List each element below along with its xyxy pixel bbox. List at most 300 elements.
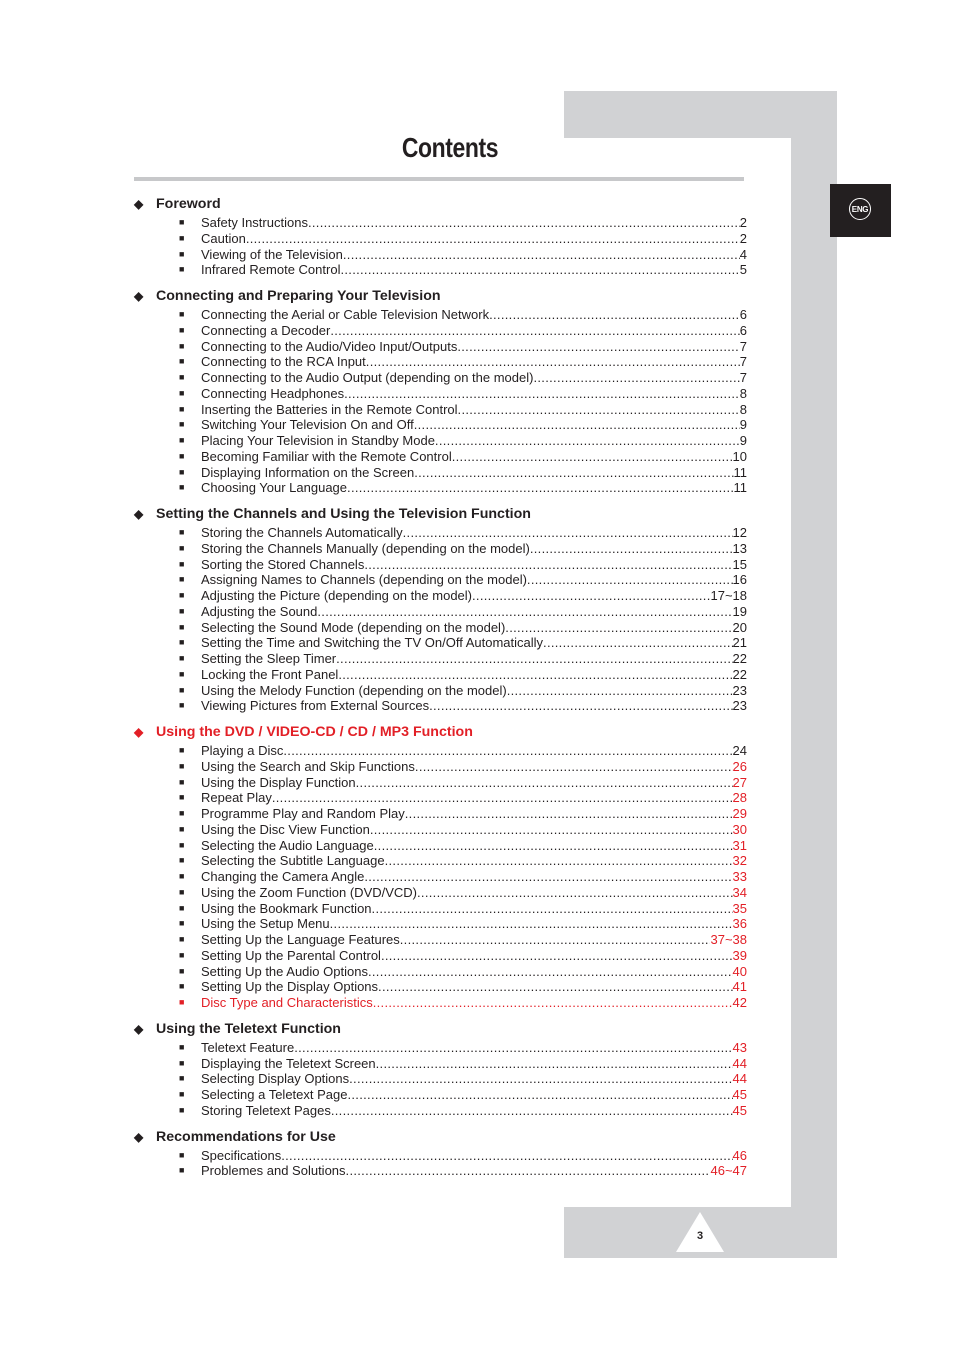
- toc-entry-label: Infrared Remote Control: [201, 262, 341, 278]
- dot-leader: [356, 775, 733, 791]
- square-bullet-icon: ■: [179, 419, 185, 430]
- toc-entry-page: 5: [739, 262, 747, 278]
- dot-leader: [378, 979, 732, 995]
- toc-entry-label: Repeat Play: [201, 790, 272, 806]
- toc-entry-label: Playing a Disc: [201, 743, 284, 758]
- toc-entry-row: [201, 262, 747, 278]
- toc-entry-label: Storing the Channels Automatically: [201, 525, 403, 540]
- diamond-bullet-icon: ◆: [134, 1021, 144, 1036]
- toc-entry[interactable]: [134, 948, 747, 964]
- square-bullet-icon: ■: [179, 450, 185, 461]
- toc-entry-row: [201, 1163, 747, 1179]
- toc-entry-page: 46: [732, 1147, 747, 1163]
- toc-entry-label: Choosing Your Language: [201, 480, 348, 496]
- toc-entry[interactable]: [134, 215, 747, 231]
- toc-entry-page: 24: [732, 743, 747, 758]
- toc-item-list: [134, 307, 747, 496]
- toc-entry-page: 16: [732, 572, 747, 588]
- dot-leader: [283, 743, 732, 759]
- toc-entry-page: 34: [732, 884, 747, 900]
- toc-entry[interactable]: [134, 838, 747, 854]
- toc-entry-row: [201, 449, 747, 465]
- toc-entry[interactable]: [134, 1163, 747, 1179]
- toc-entry[interactable]: [134, 417, 747, 433]
- toc-entry-label: Adjusting the Picture (depending on the model): [201, 588, 473, 603]
- dot-leader: [338, 667, 732, 683]
- toc-entry-row: [201, 620, 747, 636]
- dot-leader: [429, 698, 732, 714]
- square-bullet-icon: ■: [179, 403, 185, 414]
- toc-item-list: [134, 743, 747, 1011]
- toc-entry-page: 28: [732, 790, 747, 806]
- dot-leader: [344, 386, 740, 402]
- toc-entry-label: Selecting a Teletext Page: [201, 1087, 348, 1102]
- toc-entry-row: [201, 541, 747, 557]
- toc-entry-label: Assigning Names to Channels (depending on the model): [201, 572, 527, 588]
- toc-entry-row: [201, 838, 747, 854]
- toc-entry-label: Setting Up the Parental Control: [201, 947, 381, 963]
- toc-entry-row: [201, 995, 747, 1011]
- toc-entry-row: [201, 743, 747, 759]
- square-bullet-icon: ■: [179, 902, 185, 913]
- section-heading[interactable]: [134, 1127, 747, 1148]
- toc-entry-label: Viewing Pictures from External Sources: [201, 698, 430, 714]
- dot-leader: [373, 995, 733, 1011]
- dot-leader: [414, 465, 733, 481]
- toc-entry-page: 37~38: [710, 932, 747, 947]
- page-title: Contents: [401, 132, 499, 163]
- toc-entry-label: Connecting to the RCA Input: [201, 354, 366, 370]
- toc-entry-page: 21: [732, 635, 747, 651]
- toc-entry-row: [201, 1087, 747, 1103]
- toc-entry-label: Connecting to the Audio/Video Input/Outputs: [201, 338, 458, 354]
- language-tab: [830, 184, 891, 237]
- toc-entry-label: Connecting Headphones: [201, 385, 345, 401]
- square-bullet-icon: ■: [179, 217, 185, 227]
- toc-entry-label: Setting Up the Language Features: [201, 932, 400, 947]
- toc-entry[interactable]: [134, 1103, 747, 1119]
- toc-entry[interactable]: [134, 869, 747, 885]
- toc-entry-page: 11: [733, 480, 747, 496]
- dot-leader: [376, 1056, 733, 1072]
- section-heading[interactable]: [134, 1019, 747, 1040]
- toc-entry-row: [201, 588, 747, 604]
- toc-entry[interactable]: [134, 620, 747, 636]
- toc-entry-label: Setting the Sleep Timer: [201, 651, 337, 666]
- square-bullet-icon: ■: [179, 760, 185, 771]
- toc-section: [134, 286, 747, 496]
- square-bullet-icon: ■: [179, 542, 185, 553]
- square-bullet-icon: ■: [179, 621, 185, 632]
- square-bullet-icon: ■: [179, 684, 185, 695]
- dot-leader: [381, 948, 733, 964]
- square-bullet-icon: ■: [179, 558, 185, 569]
- toc-entry-page: 44: [732, 1055, 747, 1071]
- toc-entry-page: 32: [732, 853, 747, 869]
- dot-leader: [530, 541, 733, 557]
- toc-entry[interactable]: [134, 247, 747, 263]
- square-bullet-icon: ■: [179, 1149, 185, 1160]
- toc-entry-label: Locking the Front Panel: [201, 666, 339, 682]
- toc-entry-row: [201, 604, 747, 620]
- dot-leader: [400, 932, 711, 948]
- toc-entry[interactable]: [134, 822, 747, 838]
- toc-entry-row: [201, 465, 747, 481]
- toc-entry-label: Connecting a Decoder: [201, 322, 331, 338]
- square-bullet-icon: ■: [179, 934, 185, 944]
- dot-leader: [317, 604, 732, 620]
- toc-entry-page: 40: [732, 963, 747, 979]
- square-bullet-icon: ■: [179, 886, 185, 897]
- square-bullet-icon: ■: [179, 1057, 185, 1068]
- toc-entry-page: 29: [732, 806, 747, 821]
- toc-entry-label: Using the Disc View Function: [201, 821, 370, 837]
- toc-item-list: [134, 1148, 747, 1180]
- toc-entry-row: [201, 1071, 747, 1087]
- toc-section: [134, 722, 747, 1011]
- square-bullet-icon: ■: [179, 248, 185, 259]
- toc-entry[interactable]: [134, 995, 747, 1011]
- dot-leader: [347, 1087, 732, 1103]
- dot-leader: [331, 1103, 733, 1119]
- square-bullet-icon: ■: [179, 527, 185, 537]
- toc-entry[interactable]: [134, 901, 747, 917]
- toc-entry[interactable]: [134, 525, 747, 541]
- square-bullet-icon: ■: [179, 372, 185, 382]
- toc-entry-row: [201, 402, 747, 418]
- dot-leader: [507, 683, 733, 699]
- dot-leader: [330, 916, 733, 932]
- section-heading[interactable]: [134, 722, 747, 743]
- toc-entry[interactable]: [134, 323, 747, 339]
- toc-entry-label: Inserting the Batteries in the Remote Control: [201, 401, 458, 417]
- section-heading-label: Setting the Channels and Using the Television Function: [156, 506, 531, 522]
- toc-entry-page: 8: [739, 385, 747, 401]
- toc-entry[interactable]: [134, 853, 747, 869]
- toc-entry-label: Selecting the Audio Language: [201, 837, 374, 853]
- square-bullet-icon: ■: [179, 808, 185, 818]
- toc-entry-row: [201, 822, 747, 838]
- dot-leader: [330, 323, 739, 339]
- toc-entry-page: 41: [732, 979, 747, 995]
- diamond-bullet-icon: ◆: [134, 725, 144, 739]
- square-bullet-icon: ■: [179, 776, 185, 787]
- toc-entry[interactable]: [134, 339, 747, 355]
- toc-entry[interactable]: [134, 759, 747, 775]
- toc-entry[interactable]: [134, 588, 747, 604]
- toc-entry-row: [201, 231, 747, 247]
- toc-entry[interactable]: [134, 1056, 747, 1072]
- toc-entry-page: 23: [732, 682, 747, 698]
- toc-entry-page: 7: [739, 370, 747, 385]
- section-heading[interactable]: [134, 286, 747, 307]
- square-bullet-icon: ■: [179, 997, 185, 1007]
- section-heading[interactable]: [134, 504, 747, 525]
- toc-entry[interactable]: [134, 370, 747, 386]
- toc-entry[interactable]: [134, 1148, 747, 1164]
- toc-entry-page: 36: [732, 916, 747, 932]
- dot-leader: [533, 370, 739, 386]
- square-bullet-icon: ■: [179, 855, 185, 866]
- toc-entry-row: [201, 247, 747, 263]
- toc-entry-label: Displaying Information on the Screen: [201, 464, 415, 480]
- dot-leader: [349, 1071, 732, 1087]
- toc-entry-row: [201, 1148, 747, 1164]
- square-bullet-icon: ■: [179, 792, 185, 803]
- square-bullet-icon: ■: [179, 653, 185, 663]
- toc-entry-row: [201, 698, 747, 714]
- toc-entry[interactable]: [134, 541, 747, 557]
- square-bullet-icon: ■: [179, 324, 185, 335]
- toc-entry-row: [201, 651, 747, 667]
- toc-entry[interactable]: [134, 262, 747, 278]
- toc-entry[interactable]: [134, 402, 747, 418]
- square-bullet-icon: ■: [179, 823, 185, 834]
- toc-entry-row: [201, 759, 747, 775]
- toc-entry[interactable]: [134, 307, 747, 323]
- toc-entry-row: [201, 775, 747, 791]
- toc-entry[interactable]: [134, 775, 747, 791]
- dot-leader: [385, 853, 733, 869]
- square-bullet-icon: ■: [179, 839, 185, 850]
- square-bullet-icon: ■: [179, 745, 185, 755]
- square-bullet-icon: ■: [179, 981, 185, 992]
- toc-entry-row: [201, 323, 747, 339]
- toc-entry-page: 15: [732, 556, 747, 572]
- toc-entry-page: 8: [739, 401, 747, 417]
- toc-entry-page: 33: [732, 869, 747, 884]
- toc-entry-label: Adjusting the Sound: [201, 603, 318, 619]
- toc-entry-label: Teletext Feature: [201, 1039, 295, 1055]
- toc-entry-row: [201, 433, 747, 449]
- toc-entry[interactable]: [134, 790, 747, 806]
- toc-entry-row: [201, 480, 747, 496]
- toc-entry-page: 4: [739, 246, 747, 262]
- toc-entry[interactable]: [134, 743, 747, 759]
- decorative-panel-right: [791, 91, 837, 1258]
- toc-entry-row: [201, 417, 747, 433]
- dot-leader: [489, 307, 740, 323]
- toc-entry-page: 19: [732, 603, 747, 619]
- toc-entry-label: Selecting Display Options: [201, 1071, 350, 1087]
- toc-entry[interactable]: [134, 1040, 747, 1056]
- dot-leader: [366, 354, 740, 370]
- toc-entry-row: [201, 885, 747, 901]
- toc-entry-row: [201, 635, 747, 651]
- dot-leader: [403, 525, 733, 541]
- toc-entry-label: Setting Up the Audio Options: [201, 963, 368, 979]
- toc-entry-page: 43: [732, 1039, 747, 1055]
- dot-leader: [417, 885, 733, 901]
- square-bullet-icon: ■: [179, 435, 185, 445]
- toc-entry-label: Becoming Familiar with the Remote Control: [201, 448, 452, 464]
- table-of-contents: [134, 194, 747, 1179]
- diamond-bullet-icon: ◆: [134, 197, 144, 211]
- toc-item-list: [134, 1040, 747, 1119]
- toc-entry[interactable]: [134, 885, 747, 901]
- toc-entry[interactable]: [134, 932, 747, 948]
- toc-entry-page: 6: [739, 322, 747, 338]
- toc-entry[interactable]: [134, 651, 747, 667]
- toc-entry[interactable]: [134, 683, 747, 699]
- toc-entry-label: Placing Your Television in Standby Mode: [201, 433, 435, 448]
- section-heading-label: Foreword: [156, 196, 221, 212]
- toc-entry[interactable]: [134, 635, 747, 651]
- dot-leader: [415, 759, 733, 775]
- section-heading[interactable]: [134, 194, 747, 215]
- toc-entry-label: Using the Bookmark Function: [201, 900, 372, 916]
- toc-entry-label: Changing the Camera Angle: [201, 869, 365, 884]
- toc-entry-row: [201, 1040, 747, 1056]
- dot-leader: [457, 339, 739, 355]
- toc-entry-row: [201, 557, 747, 573]
- toc-entry[interactable]: [134, 354, 747, 370]
- toc-entry[interactable]: [134, 231, 747, 247]
- toc-entry-row: [201, 1056, 747, 1072]
- dot-leader: [370, 822, 733, 838]
- toc-entry-label: Storing Teletext Pages: [201, 1102, 331, 1118]
- toc-entry[interactable]: [134, 979, 747, 995]
- toc-item-list: [134, 215, 747, 278]
- toc-entry-page: 35: [732, 900, 747, 916]
- dot-leader: [294, 1040, 732, 1056]
- toc-entry-row: [201, 386, 747, 402]
- toc-entry-row: [201, 683, 747, 699]
- diamond-bullet-icon: ◆: [134, 507, 144, 521]
- dot-leader: [374, 838, 733, 854]
- diamond-bullet-icon: ◆: [134, 289, 144, 303]
- toc-entry-label: Selecting the Sound Mode (depending on the model): [201, 619, 506, 635]
- toc-entry-label: Connecting the Aerial or Cable Television Network: [201, 307, 490, 322]
- dot-leader: [281, 1148, 732, 1164]
- toc-entry-row: [201, 354, 747, 370]
- dot-leader: [364, 869, 732, 885]
- square-bullet-icon: ■: [179, 668, 185, 679]
- toc-entry[interactable]: [134, 1087, 747, 1103]
- toc-entry-label: Selecting the Subtitle Language: [201, 853, 385, 869]
- toc-entry[interactable]: [134, 449, 747, 465]
- toc-entry-page: 2: [739, 215, 747, 230]
- dot-leader: [308, 215, 740, 231]
- toc-entry[interactable]: [134, 572, 747, 588]
- toc-entry-page: 23: [732, 698, 747, 714]
- toc-entry-label: Setting the Time and Switching the TV On/Off Automatically: [201, 635, 544, 651]
- toc-entry-label: Programme Play and Random Play: [201, 806, 405, 821]
- toc-entry-row: [201, 964, 747, 980]
- toc-entry-page: 26: [732, 758, 747, 774]
- toc-entry-label: Caution: [201, 230, 246, 246]
- toc-entry-row: [201, 667, 747, 683]
- toc-entry-label: Using the Search and Skip Functions: [201, 758, 415, 774]
- toc-entry[interactable]: [134, 806, 747, 822]
- toc-entry[interactable]: [134, 604, 747, 620]
- toc-section: [134, 504, 747, 714]
- toc-entry-page: 9: [739, 417, 747, 433]
- toc-entry-page: 12: [732, 525, 747, 540]
- toc-entry-page: 22: [732, 651, 747, 666]
- square-bullet-icon: ■: [179, 574, 185, 585]
- toc-entry[interactable]: [134, 480, 747, 496]
- toc-entry-label: Using the Setup Menu: [201, 916, 330, 932]
- toc-entry-page: 9: [739, 433, 747, 448]
- language-badge: ENG: [849, 198, 871, 220]
- toc-entry-label: Switching Your Television On and Off: [201, 417, 414, 433]
- toc-entry-label: Using the Zoom Function (DVD/VCD): [201, 884, 418, 900]
- toc-entry-label: Connecting to the Audio Output (depending on the model): [201, 370, 534, 385]
- toc-entry-row: [201, 307, 747, 323]
- section-heading-label: Using the Teletext Function: [156, 1020, 341, 1037]
- diamond-bullet-icon: ◆: [134, 1129, 144, 1144]
- square-bullet-icon: ■: [179, 482, 185, 493]
- toc-entry[interactable]: [134, 698, 747, 714]
- section-heading-label: Recommendations for Use: [156, 1128, 336, 1145]
- toc-entry[interactable]: [134, 916, 747, 932]
- square-bullet-icon: ■: [179, 1041, 185, 1052]
- toc-entry[interactable]: [134, 964, 747, 980]
- toc-entry-page: 45: [732, 1087, 747, 1102]
- toc-entry-row: [201, 853, 747, 869]
- toc-entry-row: [201, 572, 747, 588]
- toc-entry-label: Displaying the Teletext Screen: [201, 1055, 376, 1071]
- dot-leader: [340, 262, 739, 278]
- toc-entry-row: [201, 916, 747, 932]
- toc-entry-page: 30: [732, 821, 747, 837]
- toc-entry-page: 7: [739, 354, 747, 370]
- toc-entry-label: Sorting the Stored Channels: [201, 556, 365, 572]
- square-bullet-icon: ■: [179, 309, 185, 319]
- title-divider: [134, 177, 744, 181]
- toc-entry-page: 17~18: [710, 588, 747, 603]
- toc-entry-page: 31: [732, 837, 747, 853]
- toc-entry[interactable]: [134, 433, 747, 449]
- toc-entry[interactable]: [134, 557, 747, 573]
- toc-entry[interactable]: [134, 1071, 747, 1087]
- square-bullet-icon: ■: [179, 1104, 185, 1115]
- toc-item-list: [134, 525, 747, 714]
- toc-entry-label: Safety Instructions: [201, 215, 308, 230]
- square-bullet-icon: ■: [179, 965, 185, 976]
- dot-leader: [505, 620, 732, 636]
- toc-entry-page: 2: [739, 230, 747, 246]
- dot-leader: [405, 806, 733, 822]
- toc-entry-label: Setting Up the Display Options: [201, 979, 379, 995]
- square-bullet-icon: ■: [179, 264, 185, 275]
- square-bullet-icon: ■: [179, 1165, 185, 1176]
- dot-leader: [527, 572, 733, 588]
- toc-entry-row: [201, 790, 747, 806]
- square-bullet-icon: ■: [179, 387, 185, 398]
- toc-entry[interactable]: [134, 667, 747, 683]
- dot-leader: [472, 588, 710, 604]
- toc-entry-page: 6: [739, 307, 747, 322]
- toc-entry-page: 45: [732, 1102, 747, 1118]
- toc-entry[interactable]: [134, 465, 747, 481]
- toc-entry-row: [201, 901, 747, 917]
- dot-leader: [458, 402, 740, 418]
- toc-entry-page: 7: [739, 338, 747, 354]
- section-heading-label: Connecting and Preparing Your Television: [156, 288, 441, 304]
- toc-entry[interactable]: [134, 386, 747, 402]
- square-bullet-icon: ■: [179, 466, 185, 477]
- dot-leader: [543, 635, 733, 651]
- square-bullet-icon: ■: [179, 340, 185, 351]
- toc-entry-page: 10: [732, 448, 747, 464]
- square-bullet-icon: ■: [179, 590, 185, 600]
- toc-entry-row: [201, 948, 747, 964]
- dot-leader: [272, 790, 733, 806]
- toc-entry-label: Using the Melody Function (depending on the model): [201, 682, 507, 698]
- square-bullet-icon: ■: [179, 871, 185, 881]
